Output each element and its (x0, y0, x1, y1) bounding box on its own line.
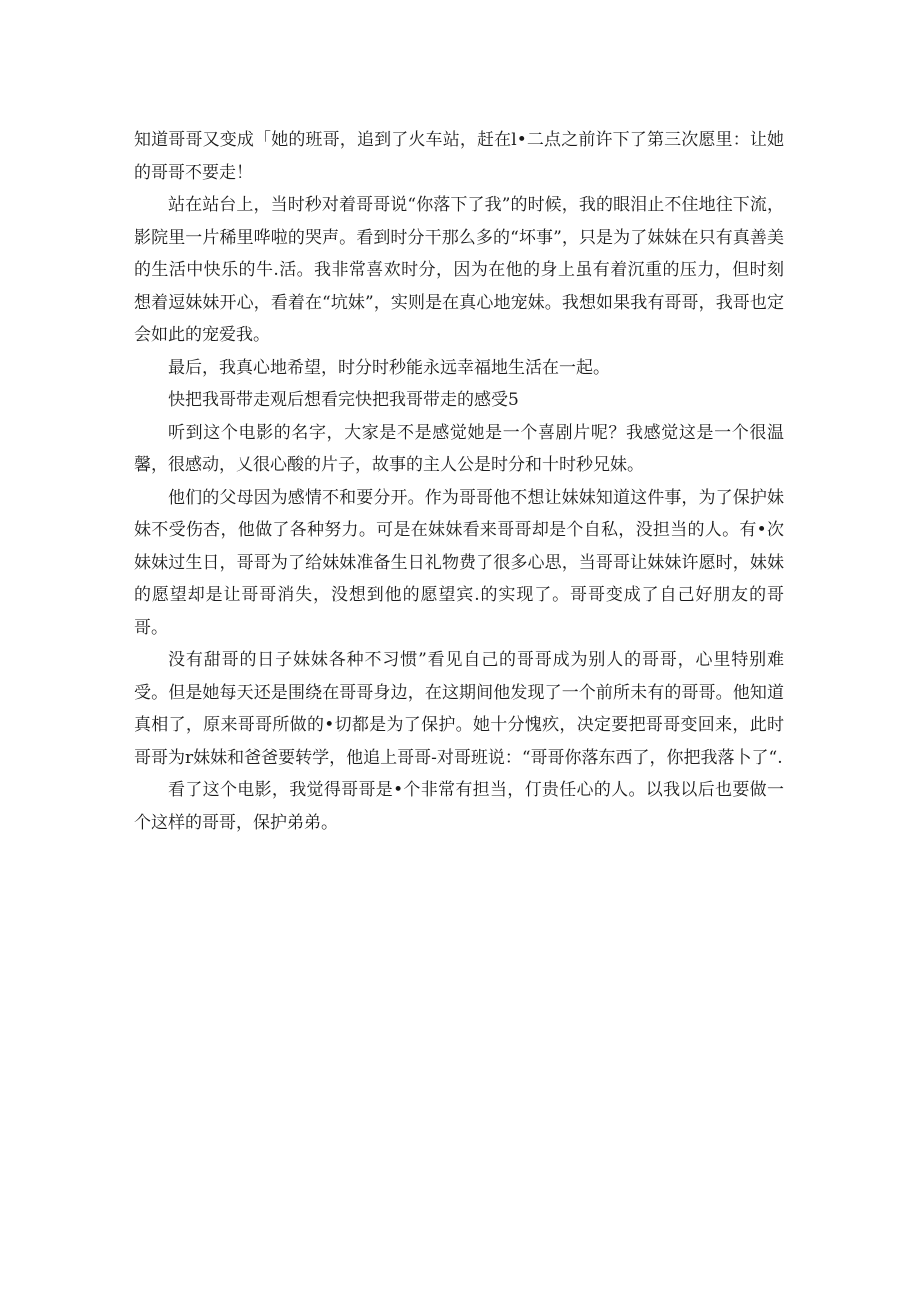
paragraph-1: 知道哥哥又变成「她的班哥，追到了火车站，赶在l•二点之前许下了第三次愿里：让她的哥哥不要走！ (134, 130, 784, 183)
paragraph-3: 最后，我真心地希望，时分时秒能永远幸福地生活在一起。 (168, 357, 610, 378)
paragraph-2: 站在站台上，当时秒对着哥哥说“你落下了我”的时候，我的眼泪止不住地往下流，影院里一片稀里哗啦的哭声。看到时分干那么多的“坏事”，只是为了妹妹在只有真善美的生活中快乐的牛.活。我非常喜欢时分，因为在他的身上虽有着沉重的压力，但时刻想着逗妹妹开心，看着在“坑妹”，实则是在真心地宠妹。我想如果我有哥哥，我哥也定会如此的宠爱我。 (134, 195, 784, 345)
section-heading: 快把我哥带走观后想看完快把我哥带走的感受5 (168, 390, 519, 410)
paragraph-6: 没有甜哥的日子妹妹各种不习惯”看见自己的哥哥成为别人的哥哥，心里特别难受。但是她每天还是围绕在哥哥身边，在这期间他发现了一个前所未有的哥哥。他知道真相了，原来哥哥所做的•切都是为了保护。她十分愧疚，决定要把哥哥变回来，此时哥哥为r妹妹和爸爸要转学，他追上哥哥-对哥班说：“哥哥你落东西了，你把我落卜了“. (134, 650, 784, 768)
paragraph-7: 看了这个电影，我觉得哥哥是•个非常有担当，仃贵任心的人。以我以后也要做一个这样的哥哥，保护弟弟。 (134, 780, 784, 833)
paragraph-5: 他们的父母因为感情不和要分开。作为哥哥他不想让妹妹知道这件事，为了保护妹妹不受伤杏，他做了各种努力。可是在妹妹看来哥哥却是个自私，没担当的人。有•次妹妹过生日，哥哥为了给妹妹准备生日礼物费了很多心思，当哥哥让妹妹许愿时，妹妹的愿望却是让哥哥消失，没想到他的愿望宾.的实现了。哥哥变成了自己好朋友的哥哥。 (134, 487, 784, 638)
document-body (134, 124, 784, 839)
paragraph-4: 听到这个电影的名字，大家是不是感觉她是一个喜剧片呢？我感觉这是一个很温馨，很感动，乂很心酸的片子，故事的主人公是时分和十时秒兄妹。 (134, 422, 784, 475)
